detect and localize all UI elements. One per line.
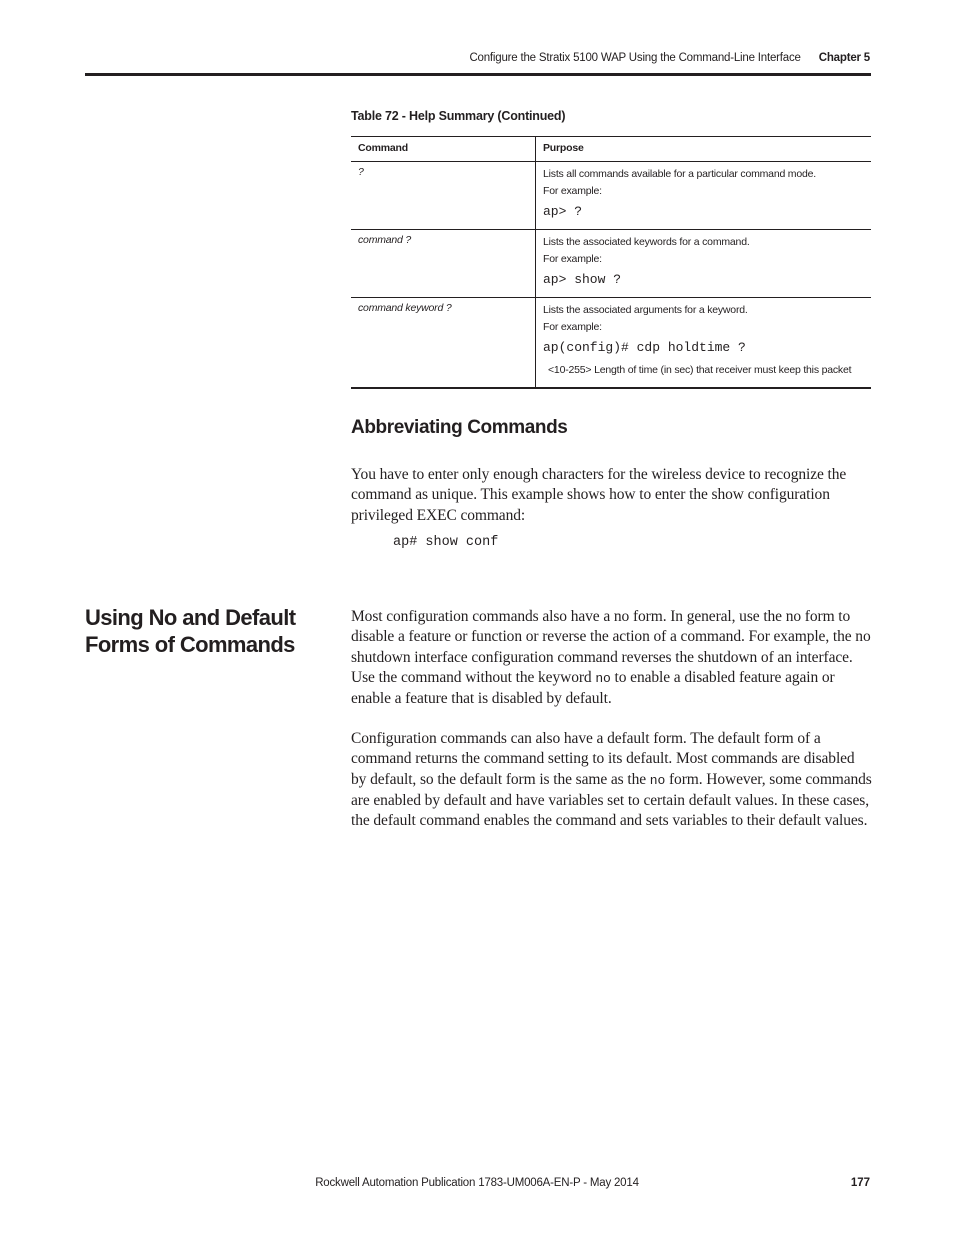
purpose-example-label: For example:: [543, 321, 602, 333]
column-header-command: Command: [351, 137, 536, 162]
table-header-row: [351, 137, 871, 162]
default-form-paragraph: [351, 729, 873, 831]
purpose-cell: [536, 230, 872, 298]
purpose-example-label: For example:: [543, 185, 602, 197]
page-number: 177: [850, 1177, 870, 1189]
example-output-note: <10-255> Length of time (in sec) that receiver must keep this packet: [548, 364, 852, 376]
command-cell: ?: [351, 162, 536, 230]
table-row: [351, 230, 871, 298]
purpose-text: Lists the associated keywords for a command.: [543, 236, 750, 248]
running-header: [469, 52, 870, 64]
footer-publication: Rockwell Automation Publication 1783-UM006A-EN-P - May 2014: [315, 1177, 639, 1189]
table-row: [351, 162, 871, 230]
example-code: ap> ?: [543, 204, 583, 219]
purpose-example-label: For example:: [543, 253, 602, 265]
purpose-cell: [536, 162, 872, 230]
paragraph-text: Most configuration commands also have a no form. In general, use the no form to disable a feature or function or reverse the action of a command. For example, the no shutdown interface configuration command reverses the shutdown of an interface. Use the command without the keyword: [351, 608, 871, 686]
column-header-purpose: Purpose: [536, 137, 872, 162]
inline-code-no: no: [649, 772, 666, 788]
paragraph-text: to enable a disabled feature again or enable a feature that is disabled by default.: [351, 668, 835, 708]
example-code: ap> show ?: [543, 272, 622, 287]
table-row: [351, 298, 871, 389]
paragraph-text: form. However, some commands are enabled by default and have variables set to certain default values. In these cases, the default command enables the command and sets variables to their default values.: [351, 770, 872, 830]
abbreviating-code-example: ap# show conf: [393, 535, 499, 550]
table-caption: Table 72 - Help Summary (Continued): [351, 109, 566, 123]
help-summary-table: [351, 136, 871, 389]
purpose-text: Lists the associated arguments for a keyword.: [543, 304, 748, 316]
example-code: ap(config)# cdp holdtime ?: [543, 340, 746, 355]
section-heading-abbreviating: Abbreviating Commands: [351, 417, 568, 438]
purpose-cell: [536, 298, 872, 389]
header-chapter: Chapter 5: [818, 52, 870, 64]
abbreviating-paragraph: You have to enter only enough characters for the wireless device to recognize the command as unique. This example shows how to enter the show configuration privileged EXEC command:: [351, 466, 847, 524]
inline-code-no: no: [595, 670, 611, 686]
header-section-title: Configure the Stratix 5100 WAP Using the Command-Line Interface: [469, 52, 801, 64]
no-form-paragraph: [351, 607, 873, 709]
purpose-text: Lists all commands available for a particular command mode.: [543, 168, 816, 180]
paragraph-text: Configuration commands can also have a default form. The default form of a command returns the command setting to its default. Most commands are disabled by default, so the default form is the same as the: [351, 730, 855, 788]
command-cell: command keyword ?: [351, 298, 536, 389]
header-rule: [85, 73, 871, 76]
section-heading-no-default: Using No and Default Forms of Commands: [85, 605, 296, 657]
command-cell: command ?: [351, 230, 536, 298]
